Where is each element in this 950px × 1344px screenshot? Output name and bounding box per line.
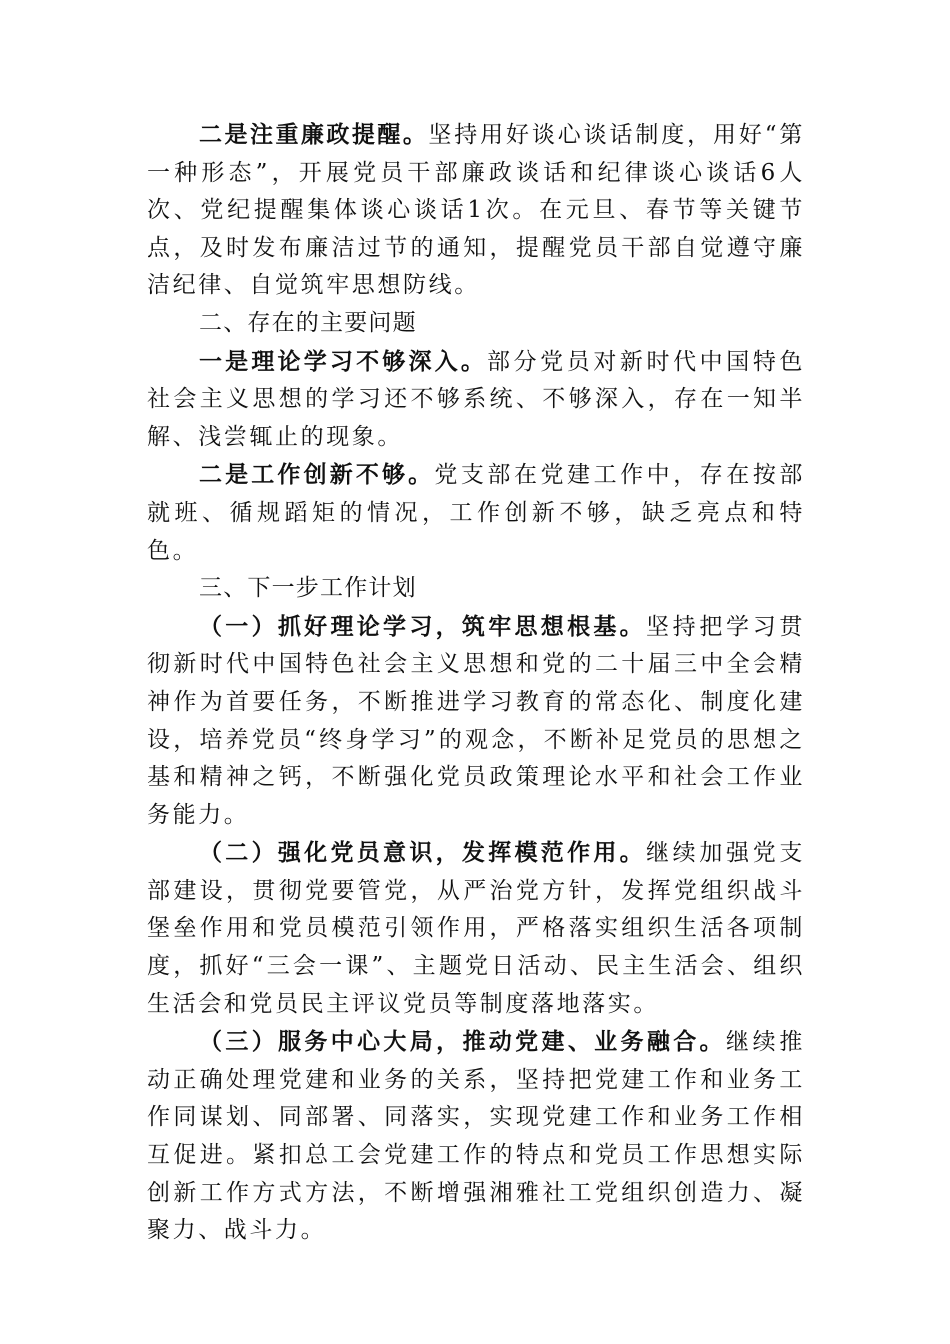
paragraph-theory-study-problem xyxy=(147,343,805,457)
paragraph-lead: 一是理论学习不够深入。 xyxy=(199,347,487,375)
paragraph-text: 继续推动正确处理党建和业务的关系，坚持把党建工作和业务工作同谋划、同部署、同落实，实现党建工作和业务工作相互促进。紧扣总工会党建工作的特点和党员工作思想实际创新工作方式方法，不断增强湘雅社工党组织创造力、凝聚力、战斗力。 xyxy=(147,1029,805,1244)
section-heading-next-steps: 三、下一步工作计划 xyxy=(199,575,417,602)
paragraph-plan-party-awareness xyxy=(147,834,805,1023)
document-body xyxy=(147,116,805,1250)
paragraph-text: 党支部在党建工作中，存在按部就班、循规蹈矩的情况，工作创新不够，缺乏亮点和特色。 xyxy=(147,462,805,564)
paragraph-text: 坚持把学习贯彻新时代中国特色社会主义思想和党的二十届三中全会精神作为首要任务，不断推进学习教育的常态化、制度化建设，培养党员“终身学习”的观念，不断补足党员的思想之基和精神之钙，不断强化党员政策理论水平和社会工作业务能力。 xyxy=(147,613,805,828)
section-heading-main-problems: 二、存在的主要问题 xyxy=(199,309,417,336)
paragraph-integrity-reminder xyxy=(147,116,805,305)
paragraph-text: 继续加强党支部建设，贯彻党要管党，从严治党方针，发挥党组织战斗堡垒作用和党员模范引领作用，严格落实组织生活各项制度，抓好“三会一课”、主题党日活动、民主生活会、组织生活会和党员民主评议党员等制度落地落实。 xyxy=(147,840,805,1017)
paragraph-innovation-problem xyxy=(147,456,805,570)
paragraph-lead: 二是注重廉政提醒。 xyxy=(199,121,429,148)
paragraph-plan-integration xyxy=(147,1023,805,1250)
paragraph-lead: （三）服务中心大局，推动党建、业务融合。 xyxy=(199,1028,726,1056)
paragraph-text: 部分党员对新时代中国特色社会主义思想的学习还不够系统、不够深入，存在一知半解、浅尝辄止的现象。 xyxy=(147,348,805,450)
paragraph-lead: 二是工作创新不够。 xyxy=(199,461,435,489)
paragraph-text: 坚持用好谈心谈话制度，用好“第一种形态”，开展党员干部廉政谈话和纪律谈心谈话6人次、党纪提醒集体谈心谈话1次。在元旦、春节等关键节点，及时发布廉洁过节的通知，提醒党员干部自觉遵守廉洁纪律、自觉筑牢思想防线。 xyxy=(147,122,805,299)
paragraph-plan-theory-study xyxy=(147,608,805,835)
paragraph-lead: （二）强化党员意识，发挥模范作用。 xyxy=(199,839,646,867)
paragraph-lead: （一）抓好理论学习，筑牢思想根基。 xyxy=(199,612,646,640)
